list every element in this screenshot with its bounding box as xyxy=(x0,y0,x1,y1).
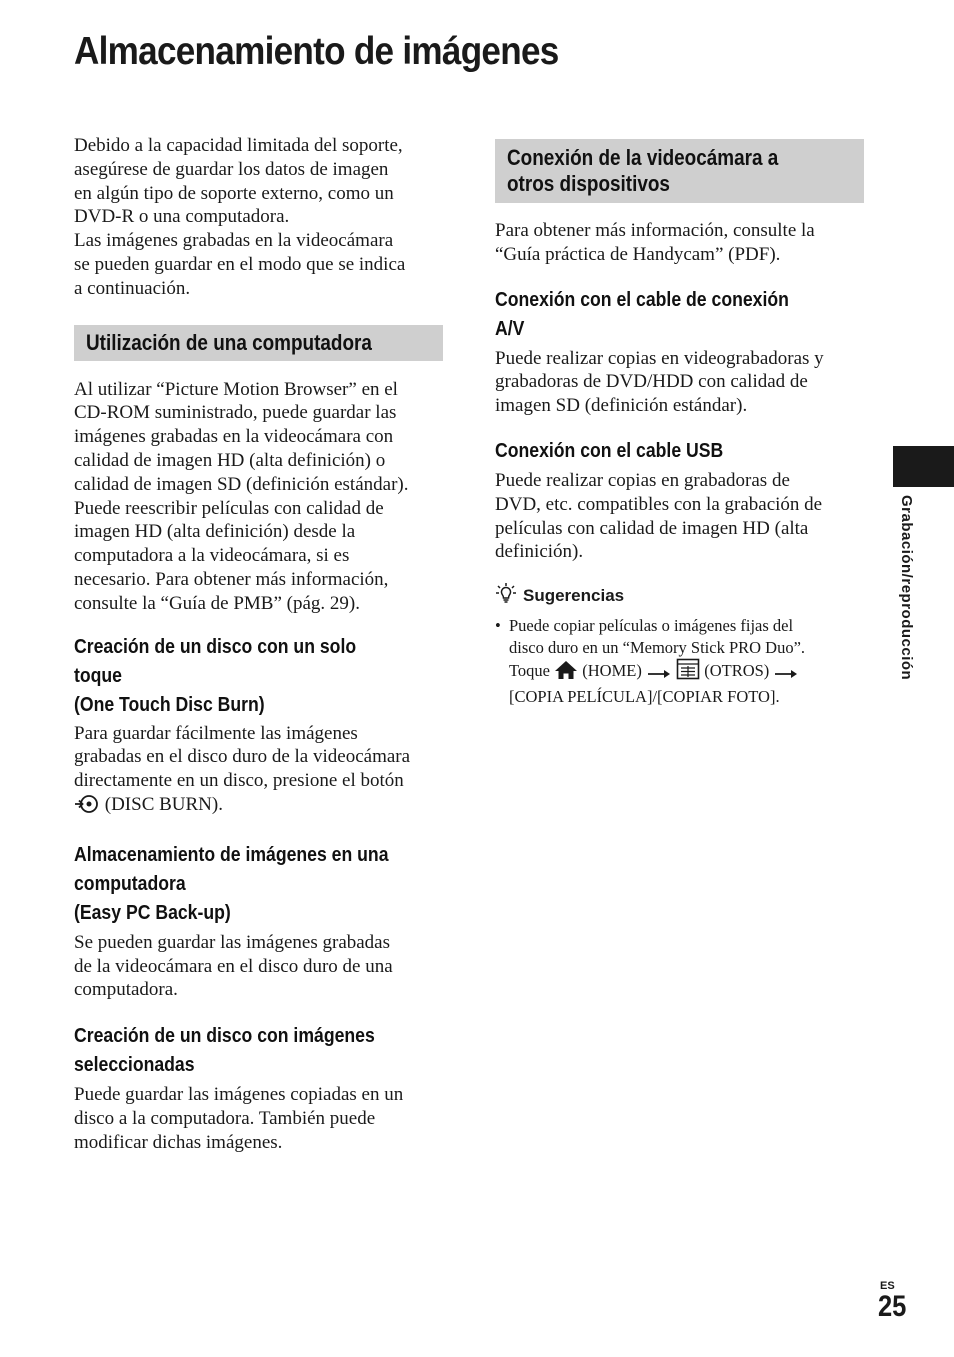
tip-line: Puede copiar películas o imágenes fijas del xyxy=(509,616,794,636)
one-touch-paragraph xyxy=(74,722,446,821)
subheading-line: toque xyxy=(74,663,122,687)
paragraph-line: modificar dichas imágenes. xyxy=(74,1131,283,1153)
tips-heading xyxy=(495,582,865,609)
paragraph-line: computadora. xyxy=(74,979,178,1001)
intro-line: a continuación. xyxy=(74,277,191,299)
selected-images-paragraph xyxy=(74,1083,446,1154)
intro-line: se pueden guardar en el modo que se indica xyxy=(74,253,406,275)
paragraph-line: calidad de imagen SD (definición estándar). xyxy=(74,473,409,495)
subheading-line: Almacenamiento de imágenes en una xyxy=(74,842,389,866)
tip-line: [COPIA PELÍCULA]/[COPIAR FOTO]. xyxy=(509,686,780,706)
subheading-av-cable xyxy=(495,285,865,343)
left-column xyxy=(74,134,446,1155)
paragraph-line: Puede realizar copias en videograbadoras y xyxy=(495,347,824,369)
paragraph-line: imagen SD (definición estándar). xyxy=(495,395,748,417)
paragraph-line: Al utilizar “Picture Motion Browser” en el xyxy=(74,378,398,400)
computer-paragraph xyxy=(74,378,446,616)
paragraph-line: Puede guardar las imágenes copiadas en un xyxy=(74,1084,404,1106)
subheading-selected-images xyxy=(74,1021,446,1079)
paragraph-line: consulte la “Guía de PMB” (pág. 29). xyxy=(74,592,360,614)
paragraph-line: grabadoras de DVD/HDD con calidad de xyxy=(495,371,808,393)
paragraph-line: calidad de imagen HD (alta definición) o xyxy=(74,449,386,471)
subheading-line: Conexión con el cable de conexión xyxy=(495,287,789,311)
paragraph-line: imágenes grabadas en la videocámara con xyxy=(74,426,394,448)
paragraph-line: “Guía práctica de Handycam” (PDF). xyxy=(495,243,781,265)
intro-line: Las imágenes grabadas en la videocámara xyxy=(74,230,394,252)
paragraph-line: CD-ROM suministrado, puede guardar las xyxy=(74,402,397,424)
subheading-usb-cable xyxy=(495,436,865,465)
paragraph-line: directamente en un disco, presione el botón xyxy=(74,770,404,792)
paragraph-line: Se pueden guardar las imágenes grabadas xyxy=(74,931,391,953)
tip-text: (HOME) xyxy=(582,661,642,681)
chapter-side-label xyxy=(898,495,918,705)
language-code: ES xyxy=(880,1280,895,1292)
subheading-line: Creación de un disco con imágenes xyxy=(74,1024,375,1048)
tip-bullet: • xyxy=(495,616,501,636)
usb-cable-paragraph xyxy=(495,469,865,564)
tip-line-with-icons xyxy=(509,658,865,686)
intro-line: asegúrese de guardar los datos de imagen xyxy=(74,158,389,180)
others-icon xyxy=(676,658,700,686)
paragraph-line: Puede realizar copias en grabadoras de xyxy=(495,469,790,491)
subheading-line: (Easy PC Back-up) xyxy=(74,900,231,924)
paragraph-line: necesario. Para obtener más información, xyxy=(74,568,389,590)
paragraph-line: Para obtener más información, consulte la xyxy=(495,220,815,241)
tips-heading-text: Sugerencias xyxy=(523,585,625,605)
page-number: 25 xyxy=(878,1290,907,1323)
intro-line: DVD-R o una computadora. xyxy=(74,206,290,228)
section-heading-text: Utilización de una computadora xyxy=(86,329,372,355)
paragraph-line: Para guardar fácilmente las imágenes xyxy=(74,722,358,744)
chapter-tab-marker xyxy=(893,446,954,487)
subheading-easy-pc-backup xyxy=(74,840,446,927)
paragraph-line: grabadas en el disco duro de la videocámara xyxy=(74,746,411,768)
subheading-line: seleccionadas xyxy=(74,1053,195,1077)
section-heading-text: Conexión de la videocámara a xyxy=(507,145,779,170)
section-heading-devices xyxy=(495,139,864,203)
chapter-side-label-text: Grabación/reproducción xyxy=(898,495,915,681)
tip-bulb-icon xyxy=(495,582,517,609)
tip-text: (OTROS) xyxy=(704,661,770,681)
tip-line: disco duro en un “Memory Stick PRO Duo”. xyxy=(509,637,806,657)
arrow-right-icon xyxy=(773,664,799,686)
subheading-one-touch xyxy=(74,632,446,719)
home-icon xyxy=(554,660,578,686)
paragraph-line: imagen HD (alta definición) desde la xyxy=(74,521,356,543)
arrow-right-icon xyxy=(646,664,672,686)
tip-list-item xyxy=(495,615,865,707)
page-title: Almacenamiento de imágenes xyxy=(74,30,559,73)
subheading-line: Conexión con el cable USB xyxy=(495,438,724,462)
paragraph-line: computadora a la videocámara, si es xyxy=(74,545,350,567)
intro-line: en algún tipo de soporte externo, como un xyxy=(74,182,394,204)
easy-pc-backup-paragraph xyxy=(74,931,446,1002)
paragraph-line: (DISC BURN). xyxy=(104,793,223,815)
subheading-line: A/V xyxy=(495,316,525,340)
paragraph-line: Puede reescribir películas con calidad de xyxy=(74,497,384,519)
intro-paragraph xyxy=(74,134,446,301)
paragraph-line: películas con calidad de imagen HD (alta xyxy=(495,517,809,539)
paragraph-line: disco a la computadora. También puede xyxy=(74,1107,376,1129)
paragraph-line: definición). xyxy=(495,541,584,563)
section-heading-text: otros dispositivos xyxy=(507,171,670,196)
section-heading-computer xyxy=(74,325,443,361)
paragraph-line: de la videocámara en el disco duro de una xyxy=(74,955,393,977)
disc-burn-icon xyxy=(74,794,100,821)
intro-line: Debido a la capacidad limitada del soporte, xyxy=(74,135,403,156)
av-cable-paragraph xyxy=(495,347,865,418)
subheading-line: (One Touch Disc Burn) xyxy=(74,692,265,716)
tip-text: Toque xyxy=(509,661,551,681)
subheading-line: Creación de un disco con un solo xyxy=(74,634,357,658)
devices-paragraph xyxy=(495,219,865,267)
paragraph-line: DVD, etc. compatibles con la grabación de xyxy=(495,493,823,515)
right-column xyxy=(495,139,865,707)
subheading-line: computadora xyxy=(74,871,186,895)
